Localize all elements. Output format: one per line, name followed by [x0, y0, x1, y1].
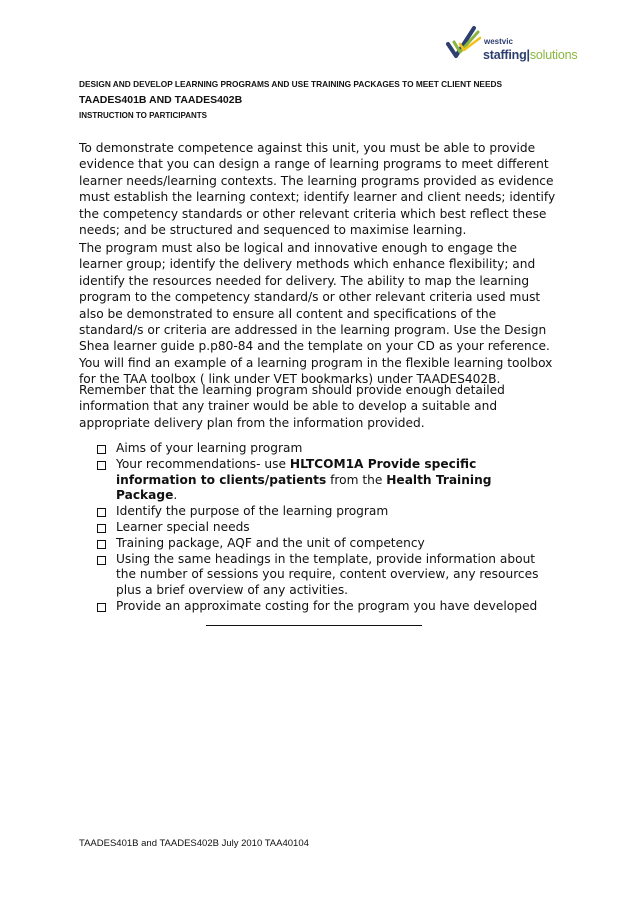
- paragraph-competence: To demonstrate competence against this unit, you must be able to provide evidence that you can design a range of learning programs to meet different learner needs/learning contexts. The learning programs provided as evidence must establish the learning context; identify learner and client needs; identify the competency standards or other relevant criteria which best reflect these needs; and be structured and sequenced to maximise learning.: [79, 141, 556, 238]
- checklist-item: Aims of your learning program: [96, 441, 556, 457]
- paragraph-program: The program must also be logical and innovative enough to engage the learner group; identify the delivery methods which enhance flexibility; and identify the resources needed for delivery. The ability to map the learning program to the competency standard/s or other relevant criteria used must also be demonstrated to ensure all content and specifications of the standard/s or criteria are addressed in the learning program. Use the Design Shea learner guide p.p80-84 and the template on your CD as your reference. You will find an example of a learning program in the flexible learning toolbox for the TAA toolbox ( link under VET bookmarks) under TAADES402B.: [79, 241, 553, 387]
- checkbox-icon: [97, 445, 106, 454]
- divider-line: [206, 625, 422, 626]
- checkbox-icon: [97, 508, 106, 517]
- company-logo: [444, 24, 578, 68]
- checklist-item: Training package, AQF and the unit of competency: [96, 536, 556, 552]
- checkbox-icon: [97, 461, 106, 470]
- paragraph-remember: Remember that the learning program should provide enough detailed information that any trainer would be able to develop a suitable and appropriate delivery plan from the information provided.: [79, 383, 505, 430]
- logo-brand-text: staffing|solutions: [483, 48, 578, 62]
- instruction-heading: INSTRUCTION TO PARTICIPANTS: [79, 111, 207, 120]
- requirements-checklist: [96, 441, 556, 615]
- checkbox-icon: [97, 603, 106, 612]
- document-title: DESIGN AND DEVELOP LEARNING PROGRAMS AND USE TRAINING PACKAGES TO MEET CLIENT NEEDS: [79, 79, 503, 89]
- unit-codes-heading: TAADES401B AND TAADES402B: [79, 94, 243, 106]
- checklist-item: Identify the purpose of the learning program: [96, 504, 556, 520]
- checklist-item: Using the same headings in the template, provide information about the number of sessions you require, content overview, any resources plus a brief overview of any activities.: [96, 552, 556, 599]
- logo-westvic-text: westvic: [484, 37, 513, 46]
- checklist-item: Learner special needs: [96, 520, 556, 536]
- checkbox-icon: [97, 540, 106, 549]
- checkbox-icon: [97, 524, 106, 533]
- checklist-item: Your recommendations- use HLTCOM1A Provide specific information to clients/patients from the Health Training Package.: [96, 457, 556, 504]
- checkmark-logo-icon: [444, 24, 484, 64]
- checkbox-icon: [97, 556, 106, 565]
- page-footer: TAADES401B and TAADES402B July 2010 TAA40104: [79, 838, 309, 849]
- checklist-item: Provide an approximate costing for the program you have developed: [96, 599, 556, 615]
